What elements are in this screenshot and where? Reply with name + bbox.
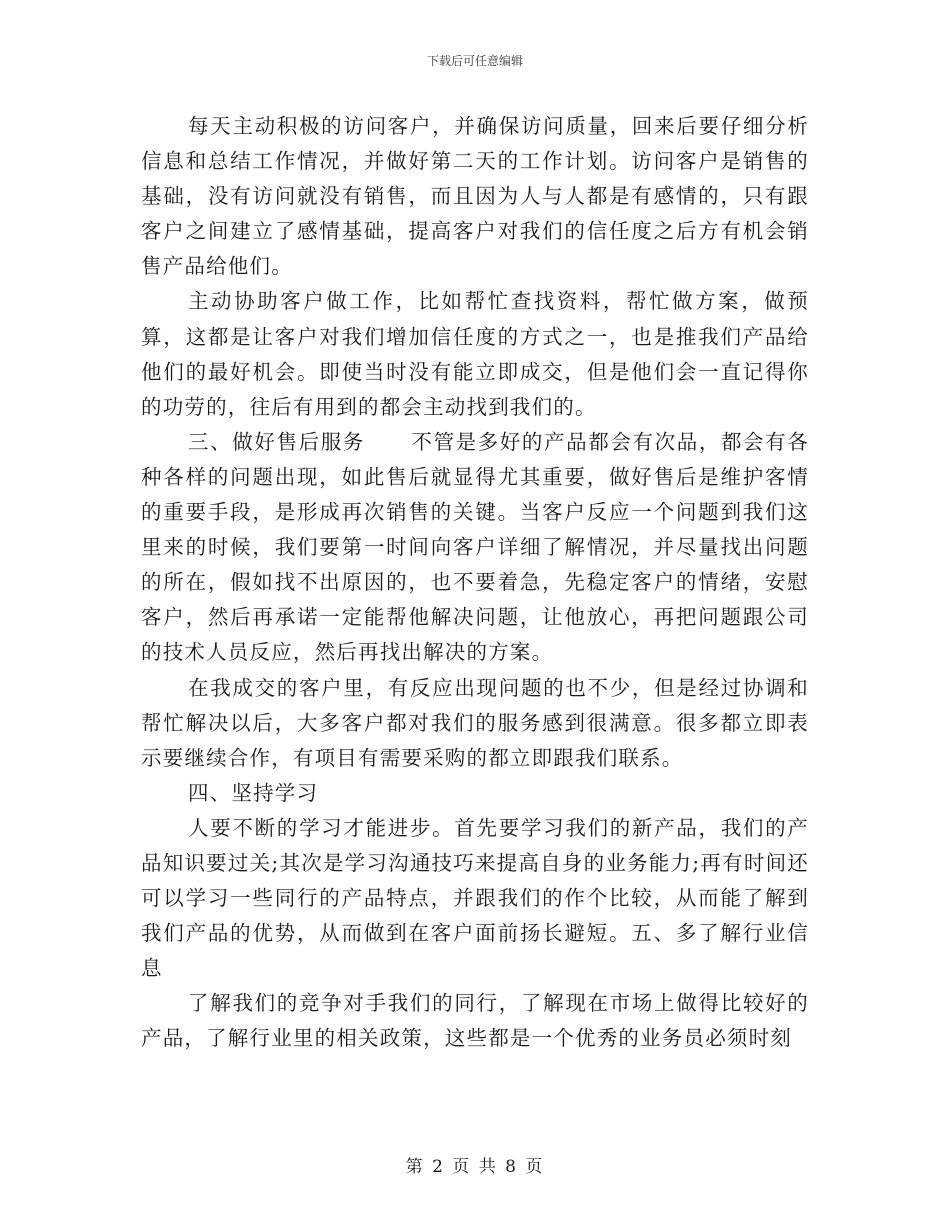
paragraph-keep-learning: 人要不断的学习才能进步。首先要学习我们的新产品，我们的产品知识要过关;其次是学习沟通技巧来提高自身的业务能力;再有时间还可以学习一些同行的产品特点，并跟我们的作个比较，从而能了解到我们产品的优势，从而做到在客户面前扬长避短。五、多了解行业信息 (141, 815, 809, 981)
paragraph-customer-feedback: 在我成交的客户里，有反应出现问题的也不少，但是经过协调和帮忙解决以后，大多客户都对我们的服务感到很满意。很多都立即表示要继续合作，有项目有需要采购的都立即跟我们联系。 (141, 675, 809, 770)
page-header: 下载后可任意编辑 (426, 54, 523, 68)
paragraph-after-sales (141, 425, 809, 671)
paragraph-industry-info: 了解我们的竞争对手我们的同行，了解现在市场上做得比较好的产品，了解行业里的相关政策，这些都是一个优秀的业务员必须时刻 (141, 991, 809, 1051)
page-footer: 第 2 页 共 8 页 (405, 1157, 545, 1177)
document-body (141, 109, 809, 1057)
section-heading-learning: 四、坚持学习 (188, 780, 319, 805)
paragraph-assist-customers: 主动协助客户做工作，比如帮忙查找资料，帮忙做方案，做预算，这都是让客户对我们增加信任度的方式之一，也是推我们产品给他们的最好机会。即使当时没有能立即成交，但是他们会一直记得你的功劳的，往后有用到的都会主动找到我们的。 (141, 289, 809, 419)
paragraph-visit-customers: 每天主动积极的访问客户，并确保访问质量，回来后要仔细分析信息和总结工作情况，并做好第二天的工作计划。访问客户是销售的基础，没有访问就没有销售，而且因为人与人都是有感情的，只有跟客户之间建立了感情基础，提高客户对我们的信任度之后方有机会销售产品给他们。 (141, 114, 809, 279)
section-text-after-sales: 不管是多好的产品都会有次品，都会有各种各样的问题出现，如此售后就显得尤其重要，做好售后是维护客情的重要手段，是形成再次销售的关键。当客户反应一个问题到我们这里来的时候，我们要第一时间向客户详细了解情况，并尽量找出问题的所在，假如找不出原因的，也不要着急，先稳定客户的情绪，安慰客户，然后再承诺一定能帮他解决问题，让他放心，再把问题跟公司的技术人员反应，然后再找出解决的方案。 (141, 429, 809, 665)
section-heading-after-sales: 三、做好售后服务 (188, 429, 365, 454)
